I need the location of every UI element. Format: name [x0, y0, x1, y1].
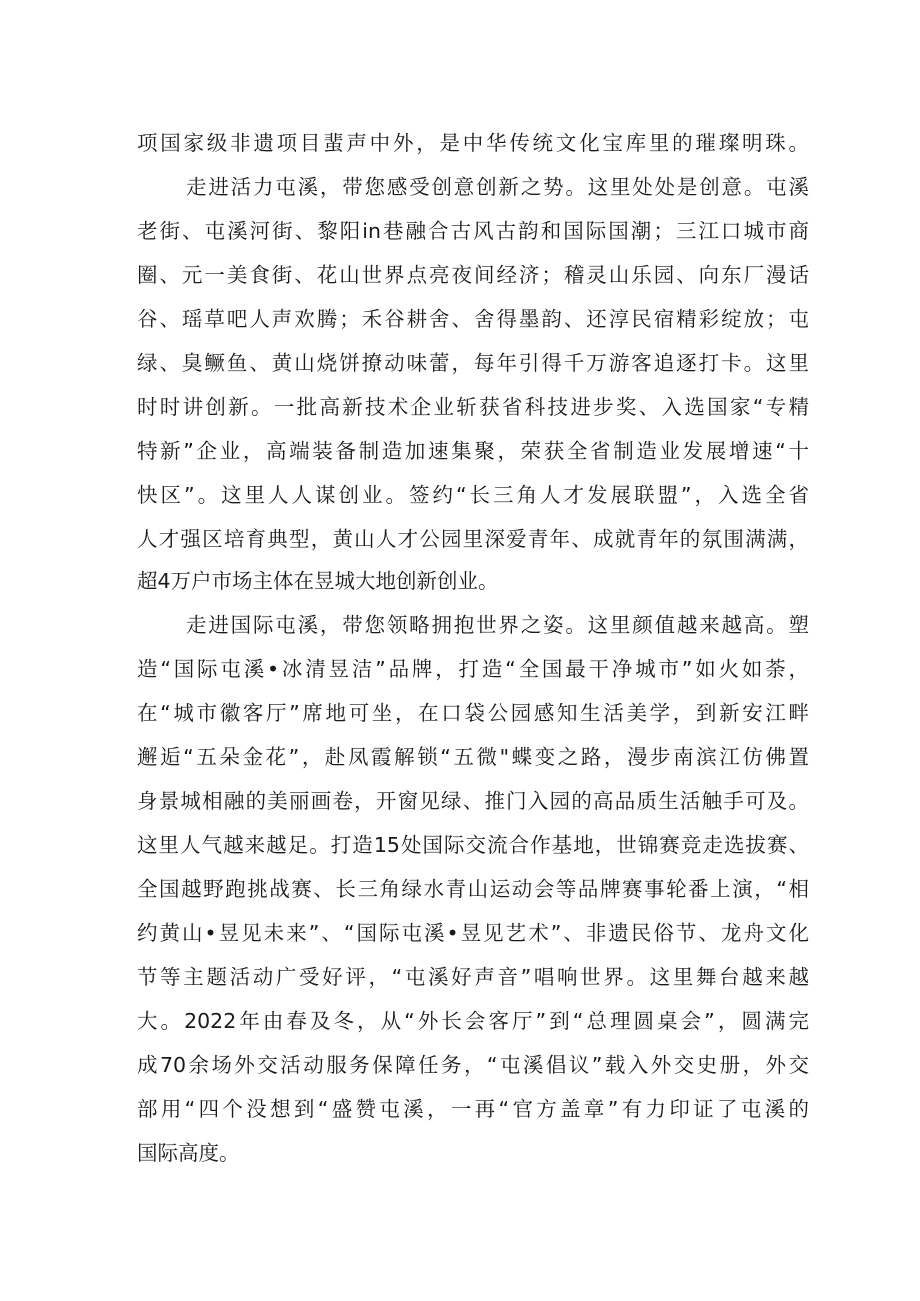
paragraph-line: 特新”企业，高端装备制造加速集聚，荣获全省制造业发展增速“十 — [137, 439, 809, 463]
paragraph-line: 在“城市徽客厅”席地可坐，在口袋公园感知生活美学，到新安江畔 — [137, 701, 809, 725]
paragraph-line: 走进国际屯溪，带您领略拥抱世界之姿。这里颜值越来越高。塑 — [186, 613, 809, 637]
paragraph-line: 大。2022年由春及冬，从“外长会客厅”到“总理圆桌会”，圆满完 — [137, 1009, 809, 1033]
paragraph-line: 国际高度。 — [137, 1141, 240, 1165]
paragraph-line: 快区”。这里人人谋创业。签约“长三角人才发展联盟”，入选全省 — [137, 483, 809, 507]
paragraph-line: 造“国际屯溪•冰清昱洁”品牌，打造“全国最干净城市”如火如荼， — [137, 657, 809, 681]
paragraph-line: 圈、元一美食街、花山世界点亮夜间经济；稽灵山乐园、向东厂漫话 — [137, 263, 809, 287]
paragraph-line: 走进活力屯溪，带您感受创意创新之势。这里处处是创意。屯溪 — [186, 175, 809, 199]
paragraph-line: 节等主题活动广受好评，“屯溪好声音”唱响世界。这里舞台越来越 — [137, 965, 809, 989]
paragraph-line: 邂逅“五朵金花”，赴凤霞解锁“五微"蝶变之路，漫步南滨江仿佛置 — [137, 745, 809, 769]
paragraph-line: 超4万户市场主体在昱城大地创新创业。 — [137, 569, 499, 593]
paragraph-line: 约黄山•昱见未来”、“国际屯溪•昱见艺术”、非遗民俗节、龙舟文化 — [137, 921, 809, 945]
paragraph-line: 老街、屯溪河街、黎阳in巷融合古风古韵和国际国潮；三江口城市商 — [137, 219, 809, 243]
paragraph-line: 项国家级非遗项目蜚声中外，是中华传统文化宝库里的璀璨明珠。 — [137, 131, 809, 155]
paragraph-line: 身景城相融的美丽画卷，开窗见绿、推门入园的高品质生活触手可及。 — [137, 789, 809, 813]
paragraph-line: 谷、瑶草吧人声欢腾；禾谷耕舍、舍得墨韵、还淳民宿精彩绽放；屯 — [137, 307, 809, 331]
paragraph-line: 成70余场外交活动服务保障任务，“屯溪倡议”载入外交史册，外交 — [137, 1053, 809, 1077]
paragraph-line: 人才强区培育典型，黄山人才公园里深爱青年、成就青年的氛围满满， — [137, 527, 809, 551]
paragraph-line: 部用“四个没想到“盛赞屯溪，一再“官方盖章”有力印证了屯溪的 — [137, 1097, 809, 1121]
paragraph-line: 时时讲创新。一批高新技术企业斩获省科技进步奖、入选国家“专精 — [137, 395, 809, 419]
paragraph-line: 这里人气越来越足。打造15处国际交流合作基地，世锦赛竞走选拔赛、 — [137, 833, 809, 857]
paragraph-line: 全国越野跑挑战赛、长三角绿水青山运动会等品牌赛事轮番上演，“相 — [137, 877, 809, 901]
paragraph-line: 绿、臭鳜鱼、黄山烧饼撩动味蕾，每年引得千万游客追逐打卡。这里 — [137, 351, 809, 375]
